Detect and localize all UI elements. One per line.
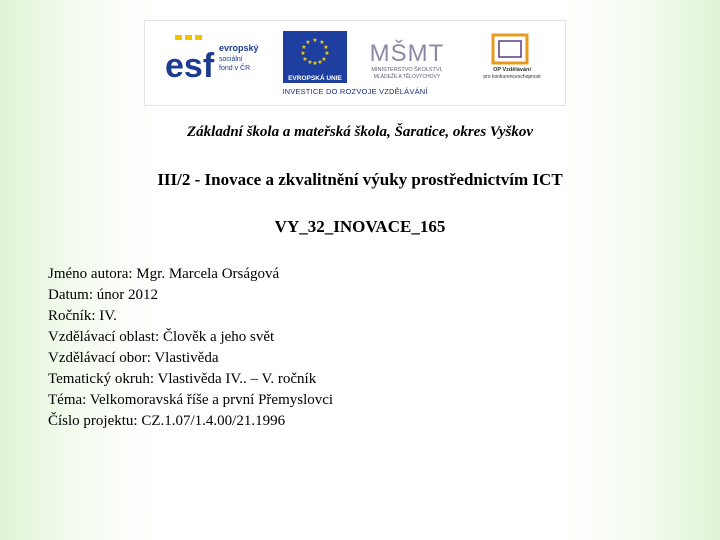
- details-list: [48, 264, 333, 432]
- school-name: Základní škola a mateřská škola, Šaratice, okres Vyškov: [187, 124, 533, 140]
- svg-text:fond v ČR: fond v ČR: [219, 65, 251, 72]
- svg-text:EVROPSKÁ UNIE: EVROPSKÁ UNIE: [288, 75, 342, 82]
- svg-text:★: ★: [305, 39, 311, 46]
- svg-text:★: ★: [300, 50, 306, 57]
- svg-text:★: ★: [321, 56, 327, 63]
- svg-text:★: ★: [312, 60, 318, 67]
- msmt-logo: [357, 31, 457, 83]
- svg-text:★: ★: [317, 59, 323, 66]
- svg-text:★: ★: [307, 59, 313, 66]
- svg-text:MINISTERSTVO ŠKOLSTVÍ,: MINISTERSTVO ŠKOLSTVÍ,: [371, 67, 443, 73]
- date-row: Datum: únor 2012: [48, 287, 158, 303]
- material-code: VY_32_INOVACE_165: [274, 217, 446, 236]
- svg-text:esf: esf: [165, 47, 215, 83]
- svg-text:MLÁDEŽE A TĚLOVÝCHOVY: MLÁDEŽE A TĚLOVÝCHOVY: [373, 74, 441, 80]
- svg-text:★: ★: [319, 39, 325, 46]
- svg-text:MŠMT: MŠMT: [369, 40, 445, 67]
- subject-row: Vzdělávací obor: Vlastivěda: [48, 350, 219, 366]
- op-vzdelavani-logo: [469, 31, 555, 83]
- theme-row: Téma: Velkomoravská říše a první Přemyslovci: [48, 392, 334, 408]
- esf-logo: [163, 31, 273, 83]
- svg-text:★: ★: [324, 50, 330, 57]
- author-row: Jméno autora: Mgr. Marcela Orságová: [48, 266, 280, 282]
- svg-text:★: ★: [302, 56, 308, 63]
- svg-text:OP Vzdělávání: OP Vzdělávání: [493, 67, 531, 73]
- svg-text:★: ★: [323, 44, 329, 51]
- topic-area-row: Tematický okruh: Vlastivěda IV.. – V. ročník: [48, 371, 317, 387]
- svg-text:★: ★: [312, 37, 318, 44]
- project-number-row: Číslo projektu: CZ.1.07/1.4.00/21.1996: [48, 413, 286, 429]
- eu-flag-logo: [283, 31, 347, 83]
- logo-banner: [144, 20, 566, 106]
- svg-text:★: ★: [301, 44, 307, 51]
- svg-text:evropský: evropský: [219, 43, 259, 53]
- grade-row: Ročník: IV.: [48, 308, 117, 324]
- project-title: III/2 - Inovace a zkvalitnění výuky prostřednictvím ICT: [157, 170, 563, 189]
- svg-text:pro konkurenceschopnost: pro konkurenceschopnost: [483, 74, 541, 80]
- area-row: Vzdělávací oblast: Člověk a jeho svět: [48, 329, 275, 345]
- svg-text:sociální: sociální: [219, 56, 243, 63]
- tagline: INVESTICE DO ROZVOJE VZDĚLÁVÁNÍ: [282, 87, 428, 96]
